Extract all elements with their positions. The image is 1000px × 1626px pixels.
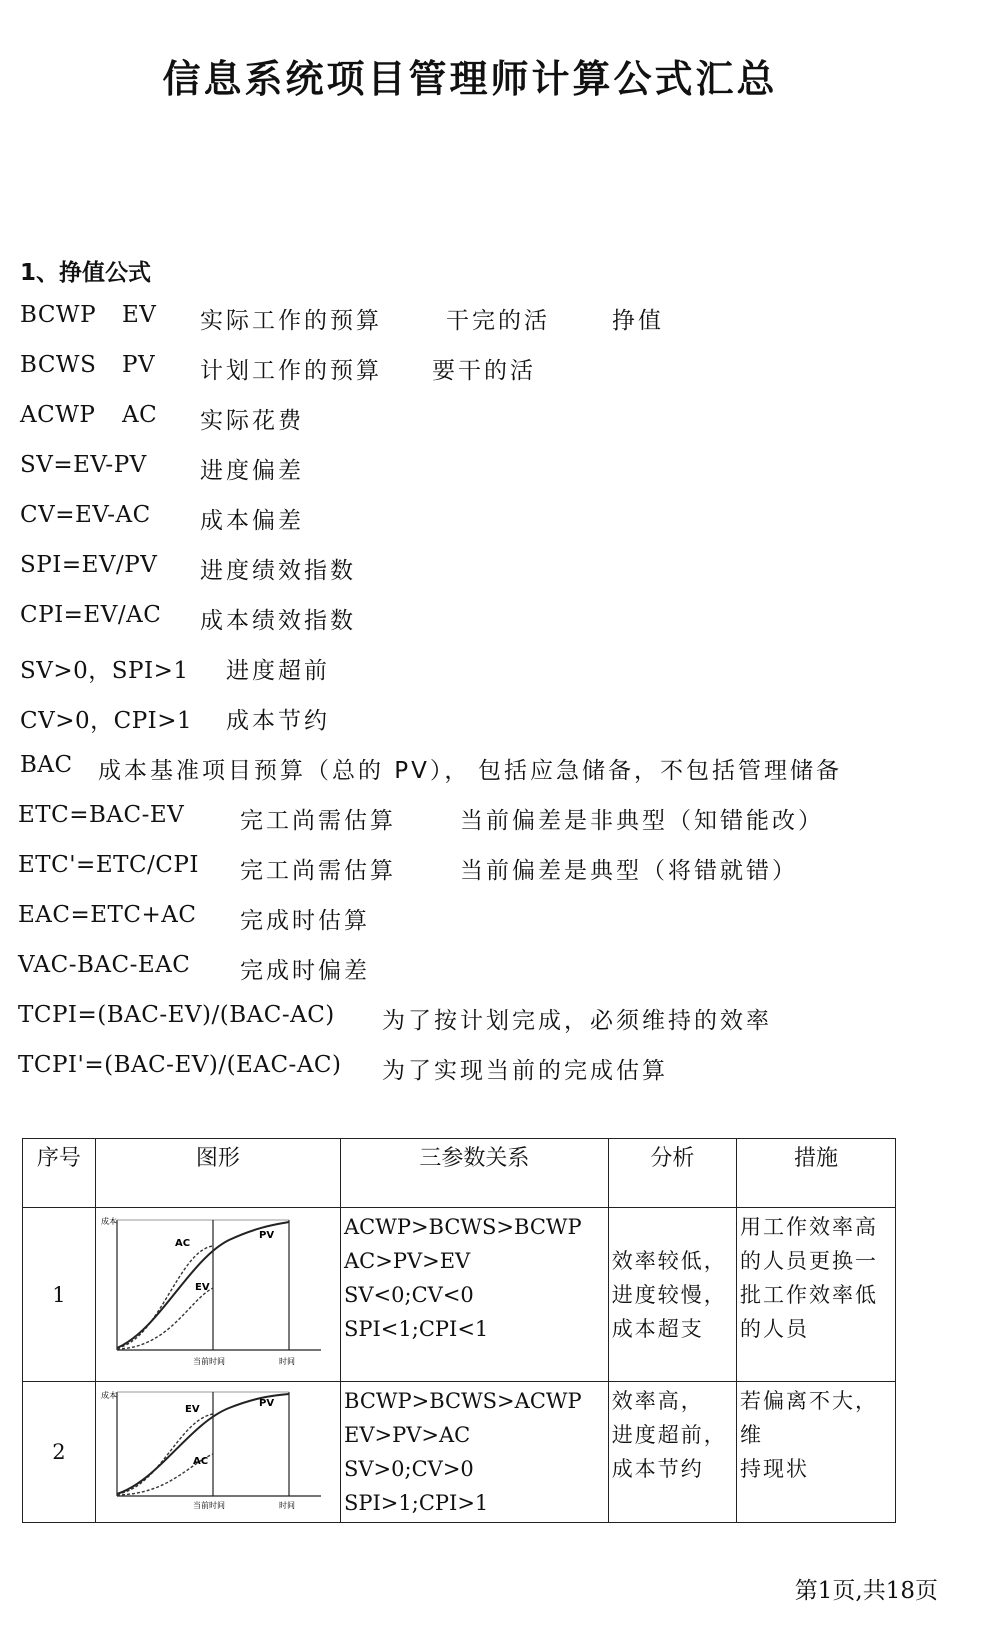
row-analysis — [608, 1208, 736, 1382]
formula-note: 当前偏差是典型（将错就错） — [460, 858, 798, 884]
formula-term: TCPI'=(BAC-EV)/(EAC-AC) — [18, 1052, 342, 1078]
row-analysis — [608, 1382, 736, 1523]
formula-meaning: 为了实现当前的完成估算 — [382, 1058, 668, 1084]
formula-meaning: 完工尚需估算 — [240, 858, 396, 884]
formula-term: BCWS — [20, 352, 97, 378]
formula-meaning: 完成时偏差 — [240, 958, 370, 984]
section-heading: 1、挣值公式 — [20, 260, 152, 286]
row-figure — [95, 1208, 340, 1382]
ac-label: AC — [174, 1238, 190, 1249]
chart-x-check-label: 当前时间 — [192, 1501, 225, 1510]
measure-line: 若偏离不大，维 — [739, 1389, 878, 1447]
formula-note: 包括应急储备，不包括管理储备 — [478, 758, 842, 784]
formula-meaning: 计划工作的预算 — [200, 358, 382, 384]
formula-meaning: 成本基准项目预算（总的 PV）， — [98, 758, 471, 784]
table-row — [23, 1382, 896, 1523]
header-figure: 图形 — [95, 1139, 340, 1208]
relation-line: SV<0;CV<0 — [344, 1283, 474, 1307]
formula-term: BAC — [20, 752, 73, 778]
formula-term: SV=EV-PV — [20, 452, 147, 478]
ev-analysis-table — [22, 1138, 896, 1523]
chart-x-end-label: 时间 — [278, 1357, 295, 1366]
analysis-line: 成本节约 — [611, 1457, 704, 1481]
formula-meaning: 成本节约 — [226, 708, 330, 734]
measure-line: 用工作效率高 — [739, 1215, 878, 1239]
formula-abbrev: EV — [122, 302, 157, 328]
pv-curve — [117, 1394, 289, 1494]
ev-curve — [117, 1414, 213, 1494]
measure-line: 批工作效率低 — [739, 1283, 878, 1307]
row-relations — [341, 1208, 609, 1382]
ac-curve — [117, 1246, 213, 1348]
chart-x-end-label: 时间 — [278, 1501, 295, 1510]
relation-line: EV>PV>AC — [344, 1423, 471, 1447]
formula-term: CV=EV-AC — [20, 502, 151, 528]
formula-abbrev: AC — [122, 402, 158, 428]
formula-note-2: 挣值 — [612, 308, 664, 334]
formula-meaning: 完成时估算 — [240, 908, 370, 934]
row-no: 2 — [23, 1382, 96, 1523]
relation-line: BCWP>BCWS>ACWP — [344, 1389, 582, 1413]
measure-line: 的人员 — [739, 1317, 809, 1341]
header-relations: 三参数关系 — [341, 1139, 609, 1208]
formula-term: ETC'=ETC/CPI — [18, 852, 199, 878]
relation-line: ACWP>BCWS>BCWP — [344, 1215, 582, 1239]
formula-term: SPI=EV/PV — [20, 552, 158, 578]
analysis-line: 效率高， — [611, 1389, 704, 1413]
analysis-line: 成本超支 — [611, 1316, 704, 1341]
formula-note: 干完的活 — [446, 308, 550, 334]
chart-y-label: 成本 — [100, 1391, 117, 1400]
page-title: 信息系统项目管理师计算公式汇总 — [162, 57, 778, 101]
ac-label: AC — [192, 1456, 208, 1467]
header-no: 序号 — [23, 1139, 96, 1208]
table-row — [23, 1208, 896, 1382]
chart-x-check-label: 当前时间 — [192, 1357, 225, 1366]
formula-meaning: 为了按计划完成，必须维持的效率 — [382, 1008, 772, 1034]
analysis-line: 进度较慢， — [611, 1282, 727, 1307]
analysis-line: 进度超前， — [611, 1423, 727, 1447]
formula-term: CPI=EV/AC — [20, 602, 162, 628]
row-figure — [95, 1382, 340, 1523]
formula-term: CV>0，CPI>1 — [20, 708, 193, 734]
formula-meaning: 实际工作的预算 — [200, 308, 382, 334]
measure-line: 的人员更换一 — [739, 1249, 878, 1273]
formula-term: ACWP — [20, 402, 96, 428]
relation-line: SPI<1;CPI<1 — [344, 1317, 489, 1341]
formula-meaning: 实际花费 — [200, 408, 304, 434]
header-measures: 措施 — [736, 1139, 895, 1208]
relation-line: SPI>1;CPI>1 — [344, 1491, 489, 1515]
ev-curve-chart-2 — [99, 1384, 325, 1514]
table-header-row — [23, 1139, 896, 1208]
formula-note: 当前偏差是非典型（知错能改） — [460, 808, 824, 834]
row-measures — [736, 1208, 895, 1382]
row-no: 1 — [23, 1208, 96, 1382]
pv-label: PV — [258, 1398, 274, 1409]
formula-meaning: 进度绩效指数 — [200, 558, 356, 584]
ev-curve-chart-1 — [99, 1210, 325, 1374]
formula-meaning: 进度超前 — [226, 658, 330, 684]
formula-meaning: 完工尚需估算 — [240, 808, 396, 834]
ev-label: EV — [184, 1404, 200, 1415]
formula-term: VAC-BAC-EAC — [18, 952, 191, 978]
formula-term: TCPI=(BAC-EV)/(BAC-AC) — [18, 1002, 335, 1028]
formula-meaning: 成本绩效指数 — [200, 608, 356, 634]
formula-term: EAC=ETC+AC — [18, 902, 197, 928]
ev-label: EV — [194, 1282, 210, 1293]
formula-term: ETC=BAC-EV — [18, 802, 185, 828]
analysis-line: 效率较低， — [611, 1248, 727, 1273]
chart-y-label: 成本 — [100, 1217, 117, 1226]
formula-note: 要干的活 — [432, 358, 536, 384]
relation-line: SV>0;CV>0 — [344, 1457, 474, 1481]
page-footer: 第1页,共18页 — [794, 1578, 938, 1604]
formula-meaning: 成本偏差 — [200, 508, 304, 534]
relation-line: AC>PV>EV — [344, 1249, 471, 1273]
formula-meaning: 进度偏差 — [200, 458, 304, 484]
formula-term: SV>0，SPI>1 — [20, 658, 189, 684]
row-measures — [736, 1382, 895, 1523]
formula-term: BCWP — [20, 302, 97, 328]
pv-label: PV — [258, 1230, 274, 1241]
header-analysis: 分析 — [608, 1139, 736, 1208]
row-relations — [341, 1382, 609, 1523]
formula-abbrev: PV — [122, 352, 156, 378]
measure-line: 持现状 — [739, 1457, 809, 1481]
